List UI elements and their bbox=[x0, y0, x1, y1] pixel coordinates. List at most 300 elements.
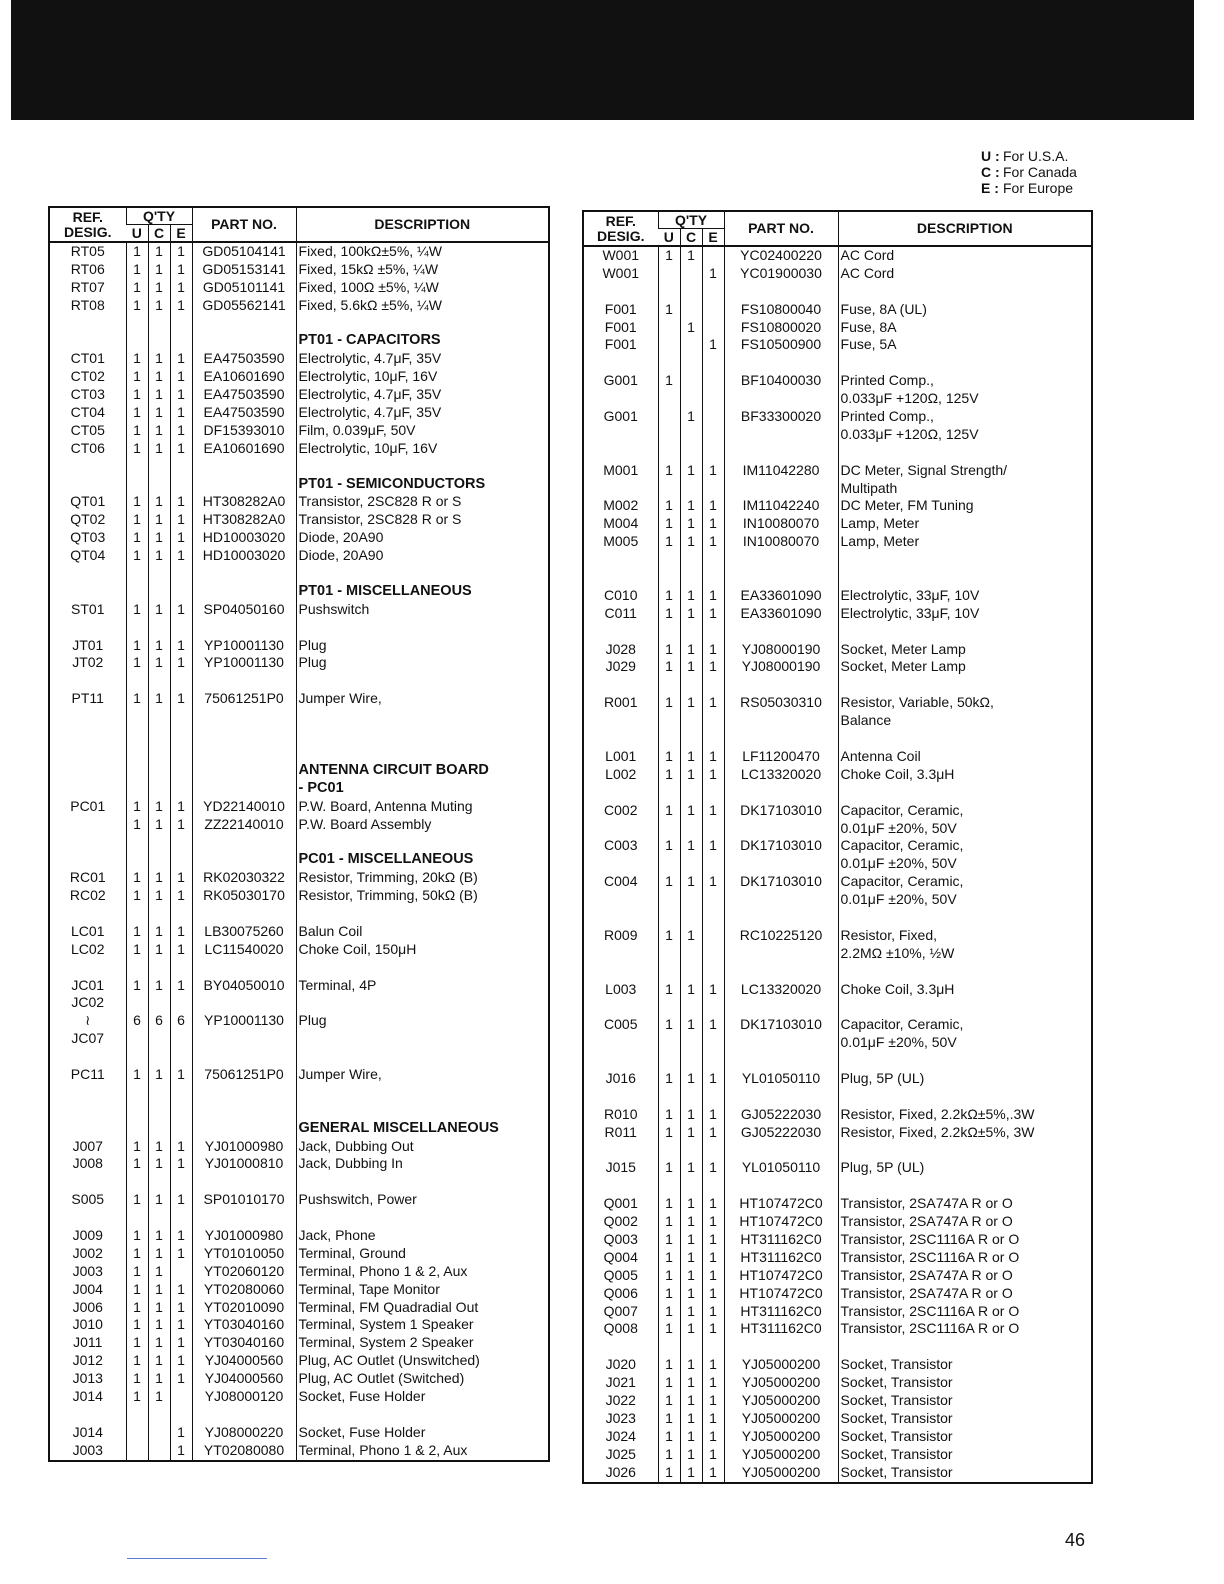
section-heading-row bbox=[49, 583, 549, 601]
qty-e-cell: 1 bbox=[170, 404, 192, 422]
ref-desig-cell bbox=[583, 945, 658, 963]
qty-u-cell: 1 bbox=[658, 658, 680, 676]
description-cell bbox=[838, 444, 1092, 462]
qty-u-cell: 1 bbox=[126, 1191, 148, 1209]
parts-row bbox=[583, 623, 1092, 641]
parts-row bbox=[583, 1016, 1092, 1034]
qty-u-cell bbox=[658, 408, 680, 426]
part-no-cell: YT02080080 bbox=[192, 1442, 296, 1461]
qty-e-cell bbox=[170, 315, 192, 333]
qty-u-cell: 1 bbox=[658, 981, 680, 999]
parts-row bbox=[49, 1352, 549, 1370]
qty-u-cell: 1 bbox=[126, 1281, 148, 1299]
qty-u-cell bbox=[658, 336, 680, 354]
description-cell: Jack, Dubbing Out bbox=[296, 1138, 549, 1156]
part-no-cell bbox=[192, 1048, 296, 1066]
parts-row bbox=[583, 354, 1092, 372]
qty-e-cell: 1 bbox=[170, 637, 192, 655]
ref-desig-cell: LC02 bbox=[71, 940, 105, 957]
qty-c-cell bbox=[148, 565, 170, 583]
qty-e-cell: 1 bbox=[170, 297, 192, 315]
qty-u-cell: 1 bbox=[126, 493, 148, 511]
ref-desig-cell bbox=[49, 1209, 126, 1227]
description-cell bbox=[296, 315, 549, 333]
description-cell: 2.2MΩ ±10%, ½W bbox=[838, 945, 1092, 963]
qty-e-cell bbox=[702, 855, 724, 873]
parts-row bbox=[583, 1392, 1092, 1410]
qty-u-cell: 1 bbox=[658, 1195, 680, 1213]
description-cell: AC Cord bbox=[838, 265, 1092, 283]
qty-e-cell: 1 bbox=[170, 440, 192, 458]
parts-row bbox=[583, 1088, 1092, 1106]
description-cell: Pushswitch, Power bbox=[296, 1191, 549, 1209]
qty-c-cell bbox=[148, 1048, 170, 1066]
qty-c-cell bbox=[148, 1120, 170, 1138]
ref-desig-cell: Q002 bbox=[603, 1213, 638, 1230]
ref-desig-cell: JC01 bbox=[71, 976, 105, 993]
part-no-cell bbox=[192, 851, 296, 869]
part-no-cell bbox=[192, 1406, 296, 1424]
qty-u-cell: 1 bbox=[126, 242, 148, 261]
part-no-cell: EA10601690 bbox=[192, 368, 296, 386]
part-no-cell bbox=[192, 619, 296, 637]
description-cell: Transistor, 2SC1116A R or O bbox=[838, 1231, 1092, 1249]
description-cell bbox=[838, 676, 1092, 694]
part-no-cell: EA47503590 bbox=[192, 386, 296, 404]
qty-e-cell bbox=[170, 332, 192, 350]
qty-u-cell bbox=[126, 476, 148, 494]
legend-row-usa bbox=[981, 148, 1077, 164]
qty-c-cell: 1 bbox=[148, 279, 170, 297]
part-no-cell: DK17103010 bbox=[724, 802, 838, 820]
qty-e-cell bbox=[702, 426, 724, 444]
description-cell: Resistor, Fixed, 2.2kΩ±5%, 3W bbox=[838, 1124, 1092, 1142]
qty-u-cell bbox=[658, 676, 680, 694]
ref-desig-cell: JC02 bbox=[71, 994, 105, 1011]
ref-desig-cell: J009 bbox=[72, 1226, 103, 1243]
legend-row-canada bbox=[981, 164, 1077, 180]
part-no-cell: YJ05000200 bbox=[724, 1374, 838, 1392]
qty-e-cell bbox=[170, 1048, 192, 1066]
qty-c-cell bbox=[148, 994, 170, 1012]
qty-c-cell: 1 bbox=[148, 368, 170, 386]
description-cell: 0.033μF +120Ω, 125V bbox=[838, 390, 1092, 408]
qty-e-cell: 1 bbox=[170, 547, 192, 565]
ref-desig-cell bbox=[583, 963, 658, 981]
part-no-cell bbox=[192, 959, 296, 977]
qty-c-cell bbox=[680, 372, 702, 390]
description-cell bbox=[296, 994, 549, 1012]
description-cell: Capacitor, Ceramic, bbox=[838, 873, 1092, 891]
part-no-cell: HT107472C0 bbox=[724, 1213, 838, 1231]
description-cell: Socket, Transistor bbox=[838, 1356, 1092, 1374]
parts-row bbox=[49, 1155, 549, 1173]
qty-u-cell bbox=[126, 565, 148, 583]
ref-desig-cell bbox=[49, 959, 126, 977]
qty-u-cell: 1 bbox=[658, 802, 680, 820]
qty-header: Q'TY bbox=[658, 211, 724, 229]
ref-desig-cell bbox=[49, 1120, 126, 1138]
description-cell bbox=[838, 909, 1092, 927]
ref-desig-cell: C005 bbox=[604, 1016, 638, 1033]
part-no-cell bbox=[192, 565, 296, 583]
ref-desig-cell bbox=[583, 820, 658, 838]
qty-e-cell bbox=[702, 998, 724, 1016]
part-no-cell bbox=[724, 784, 838, 802]
part-no-cell bbox=[724, 1142, 838, 1160]
qty-e-cell bbox=[702, 945, 724, 963]
qty-c-cell: 1 bbox=[148, 261, 170, 279]
part-no-cell: GD05104141 bbox=[192, 242, 296, 261]
qty-e-cell bbox=[702, 623, 724, 641]
qty-u-cell: 1 bbox=[126, 977, 148, 995]
qty-c-cell: 1 bbox=[680, 748, 702, 766]
qty-c-cell: 1 bbox=[148, 1191, 170, 1209]
qty-e-cell bbox=[702, 676, 724, 694]
part-no-cell: HD10003020 bbox=[192, 529, 296, 547]
qty-e-cell bbox=[702, 820, 724, 838]
qty-u-cell: 1 bbox=[658, 1016, 680, 1034]
qty-u-cell bbox=[658, 551, 680, 569]
qty-c-cell bbox=[148, 1173, 170, 1191]
part-no-cell: YJ08000120 bbox=[192, 1388, 296, 1406]
part-no-cell: YD22140010 bbox=[192, 798, 296, 816]
ref-desig-cell bbox=[583, 426, 658, 444]
qty-e-cell: 1 bbox=[702, 873, 724, 891]
qty-c-cell bbox=[680, 1338, 702, 1356]
description-cell bbox=[838, 730, 1092, 748]
part-no-cell: YL01050110 bbox=[724, 1159, 838, 1177]
parts-row bbox=[49, 350, 549, 368]
description-cell: Film, 0.039μF, 50V bbox=[296, 422, 549, 440]
part-no-cell bbox=[192, 1209, 296, 1227]
part-no-cell: YJ04000560 bbox=[192, 1352, 296, 1370]
qty-u-cell bbox=[658, 1052, 680, 1070]
description-cell bbox=[296, 1048, 549, 1066]
parts-row bbox=[49, 690, 549, 708]
description-cell: Balance bbox=[838, 712, 1092, 730]
qty-e-cell: 1 bbox=[702, 1106, 724, 1124]
ref-desig-cell: RC01 bbox=[69, 869, 106, 886]
part-no-cell bbox=[724, 354, 838, 372]
ref-desig-cell: LC01 bbox=[71, 922, 105, 939]
qty-u-cell: 6 bbox=[126, 1012, 148, 1030]
qty-e-cell: 1 bbox=[170, 601, 192, 619]
parts-row bbox=[583, 1052, 1092, 1070]
description-cell: Fuse, 8A (UL) bbox=[838, 301, 1092, 319]
description-cell bbox=[296, 1173, 549, 1191]
footer-rule bbox=[127, 1558, 267, 1559]
qty-e-cell bbox=[702, 784, 724, 802]
part-no-cell bbox=[724, 623, 838, 641]
qty-c-cell: 1 bbox=[680, 1464, 702, 1483]
parts-row bbox=[49, 977, 549, 995]
qty-e-cell: 1 bbox=[170, 1191, 192, 1209]
description-cell bbox=[838, 1088, 1092, 1106]
qty-e-cell bbox=[170, 1030, 192, 1048]
ref-desig-cell: CT02 bbox=[70, 368, 105, 385]
qty-c-cell: 1 bbox=[148, 941, 170, 959]
qty-c-cell: 1 bbox=[680, 246, 702, 265]
qty-c-cell bbox=[680, 855, 702, 873]
qty-u-cell: 1 bbox=[658, 1106, 680, 1124]
qty-e-cell bbox=[170, 458, 192, 476]
ref-desig-cell: Q006 bbox=[603, 1284, 638, 1301]
parts-row bbox=[583, 1428, 1092, 1446]
qty-e-cell: 1 bbox=[170, 1299, 192, 1317]
part-no-cell bbox=[192, 708, 296, 726]
parts-row bbox=[583, 1195, 1092, 1213]
ref-desig-cell: ST01 bbox=[71, 600, 105, 617]
part-no-cell: RK02030322 bbox=[192, 869, 296, 887]
part-no-cell: IN10080070 bbox=[724, 533, 838, 551]
parts-row bbox=[49, 654, 549, 672]
description-cell: Socket, Transistor bbox=[838, 1446, 1092, 1464]
description-cell: PT01 - SEMICONDUCTORS bbox=[296, 476, 549, 494]
qty-u-cell bbox=[126, 1406, 148, 1424]
part-no-cell: YJ05000200 bbox=[724, 1410, 838, 1428]
qty-c-cell: 1 bbox=[148, 869, 170, 887]
description-cell: Diode, 20A90 bbox=[296, 529, 549, 547]
ref-desig-cell bbox=[583, 1142, 658, 1160]
part-no-cell: HT311162C0 bbox=[724, 1320, 838, 1338]
description-cell: P.W. Board Assembly bbox=[296, 816, 549, 834]
qty-c-cell: 1 bbox=[680, 1231, 702, 1249]
ref-desig-header: REF. DESIG. bbox=[583, 211, 658, 246]
ref-desig-cell: J012 bbox=[72, 1352, 103, 1369]
qty-u-cell: 1 bbox=[126, 816, 148, 834]
qty-u-cell bbox=[126, 1030, 148, 1048]
qty-u-cell: 1 bbox=[658, 1356, 680, 1374]
part-no-cell: RC10225120 bbox=[724, 927, 838, 945]
qty-c-cell: 1 bbox=[680, 1392, 702, 1410]
qty-e-cell bbox=[170, 476, 192, 494]
parts-row bbox=[49, 1245, 549, 1263]
qty-u-cell: 1 bbox=[126, 547, 148, 565]
description-cell: Antenna Coil bbox=[838, 748, 1092, 766]
parts-row bbox=[49, 315, 549, 333]
qty-c-cell: 1 bbox=[148, 1352, 170, 1370]
description-cell: Fixed, 100Ω ±5%, ¼W bbox=[296, 279, 549, 297]
description-cell: Plug, AC Outlet (Switched) bbox=[296, 1370, 549, 1388]
qty-e-cell bbox=[702, 408, 724, 426]
qty-e-cell bbox=[702, 712, 724, 730]
ref-desig-cell: C002 bbox=[604, 801, 638, 818]
description-cell: PT01 - MISCELLANEOUS bbox=[296, 583, 549, 601]
description-cell: Plug bbox=[296, 654, 549, 672]
description-cell: Resistor, Variable, 50kΩ, bbox=[838, 694, 1092, 712]
part-no-cell: YL01050110 bbox=[724, 1070, 838, 1088]
qty-e-header: E bbox=[170, 225, 192, 243]
qty-e-cell: 1 bbox=[170, 1155, 192, 1173]
ref-desig-cell: PC01 bbox=[70, 797, 106, 814]
qty-u-cell bbox=[658, 1142, 680, 1160]
part-no-cell: GD05101141 bbox=[192, 279, 296, 297]
ref-desig-cell bbox=[49, 458, 126, 476]
qty-e-cell: 1 bbox=[170, 1334, 192, 1352]
parts-row bbox=[583, 372, 1092, 390]
description-cell bbox=[296, 565, 549, 583]
part-no-cell: DK17103010 bbox=[724, 837, 838, 855]
qty-c-cell bbox=[148, 332, 170, 350]
qty-c-cell bbox=[680, 265, 702, 283]
description-cell: Jack, Phone bbox=[296, 1227, 549, 1245]
qty-c-cell: 1 bbox=[680, 837, 702, 855]
qty-e-cell: 1 bbox=[170, 1442, 192, 1461]
qty-u-cell bbox=[126, 994, 148, 1012]
part-no-cell: DK17103010 bbox=[724, 1016, 838, 1034]
qty-e-cell: 1 bbox=[702, 748, 724, 766]
qty-u-cell bbox=[658, 265, 680, 283]
qty-header: Q'TY bbox=[126, 207, 192, 225]
qty-u-cell bbox=[658, 1088, 680, 1106]
part-no-cell: BY04050010 bbox=[192, 977, 296, 995]
qty-e-cell: 1 bbox=[702, 1267, 724, 1285]
ref-desig-header: REF. DESIG. bbox=[49, 207, 126, 242]
qty-e-cell bbox=[170, 1263, 192, 1281]
qty-e-cell bbox=[702, 372, 724, 390]
part-no-cell bbox=[192, 1120, 296, 1138]
description-cell: Terminal, FM Quadradial Out bbox=[296, 1299, 549, 1317]
qty-c-cell: 1 bbox=[680, 462, 702, 480]
qty-e-cell: 1 bbox=[702, 1356, 724, 1374]
parts-row bbox=[49, 1084, 549, 1102]
part-no-cell: IN10080070 bbox=[724, 515, 838, 533]
ref-desig-cell: W001 bbox=[602, 264, 640, 281]
ref-desig-cell bbox=[49, 1102, 126, 1120]
part-no-cell: YJ08000190 bbox=[724, 658, 838, 676]
ref-desig-cell bbox=[583, 623, 658, 641]
qty-u-cell bbox=[126, 708, 148, 726]
parts-row bbox=[583, 712, 1092, 730]
description-cell: Resistor, Fixed, 2.2kΩ±5%,.3W bbox=[838, 1106, 1092, 1124]
part-no-cell bbox=[724, 909, 838, 927]
part-no-cell bbox=[724, 1034, 838, 1052]
qty-e-cell: 1 bbox=[702, 1428, 724, 1446]
description-cell bbox=[296, 1102, 549, 1120]
description-cell: Plug, AC Outlet (Unswitched) bbox=[296, 1352, 549, 1370]
parts-row bbox=[49, 297, 549, 315]
qty-c-cell bbox=[148, 1424, 170, 1442]
parts-row bbox=[583, 246, 1092, 265]
parts-row bbox=[583, 1446, 1092, 1464]
qty-u-cell bbox=[126, 744, 148, 762]
ref-desig-cell bbox=[583, 730, 658, 748]
ref-desig-cell: R009 bbox=[604, 926, 638, 943]
ref-desig-cell: JT02 bbox=[72, 654, 104, 671]
qty-c-cell: 1 bbox=[680, 1213, 702, 1231]
ref-desig-cell bbox=[583, 855, 658, 873]
description-cell bbox=[296, 619, 549, 637]
description-cell: Electrolytic, 4.7μF, 35V bbox=[296, 350, 549, 368]
qty-c-cell bbox=[148, 619, 170, 637]
part-no-cell: HT107472C0 bbox=[724, 1195, 838, 1213]
qty-e-cell: 1 bbox=[170, 529, 192, 547]
qty-u-cell: 1 bbox=[126, 529, 148, 547]
ref-desig-cell bbox=[583, 1052, 658, 1070]
ref-desig-cell bbox=[49, 619, 126, 637]
qty-c-cell: 1 bbox=[680, 1356, 702, 1374]
qty-e-cell: 1 bbox=[170, 1138, 192, 1156]
part-no-cell: LC13320020 bbox=[724, 766, 838, 784]
qty-u-cell bbox=[126, 762, 148, 780]
qty-u-cell bbox=[658, 945, 680, 963]
ref-desig-cell bbox=[583, 283, 658, 301]
qty-e-cell bbox=[170, 851, 192, 869]
part-no-cell bbox=[724, 1338, 838, 1356]
description-cell: Transistor, 2SC1116A R or O bbox=[838, 1320, 1092, 1338]
qty-c-cell: 1 bbox=[680, 766, 702, 784]
parts-row bbox=[583, 676, 1092, 694]
parts-table-right bbox=[582, 210, 1093, 1484]
qty-c-cell bbox=[680, 283, 702, 301]
ref-desig-cell bbox=[49, 780, 126, 798]
qty-e-cell bbox=[170, 619, 192, 637]
part-no-cell bbox=[192, 744, 296, 762]
qty-c-cell: 1 bbox=[680, 658, 702, 676]
qty-c-cell: 1 bbox=[680, 1428, 702, 1446]
description-cell bbox=[296, 959, 549, 977]
description-cell: Transistor, 2SA747A R or O bbox=[838, 1285, 1092, 1303]
ref-desig-cell: ≀ bbox=[85, 1012, 91, 1029]
description-cell: Terminal, Ground bbox=[296, 1245, 549, 1263]
ref-desig-cell bbox=[583, 1338, 658, 1356]
ref-desig-cell bbox=[49, 762, 126, 780]
ref-desig-cell: J003 bbox=[72, 1441, 103, 1458]
description-cell bbox=[296, 744, 549, 762]
qty-u-cell bbox=[658, 855, 680, 873]
ref-desig-cell: RT07 bbox=[70, 278, 105, 295]
description-cell bbox=[838, 551, 1092, 569]
ref-desig-cell bbox=[49, 1406, 126, 1424]
qty-e-cell bbox=[170, 672, 192, 690]
description-cell bbox=[838, 569, 1092, 587]
qty-e-cell bbox=[702, 354, 724, 372]
qty-c-cell: 1 bbox=[680, 605, 702, 623]
qty-e-cell: 1 bbox=[170, 1316, 192, 1334]
qty-e-cell: 1 bbox=[702, 1231, 724, 1249]
qty-c-cell bbox=[680, 1177, 702, 1195]
qty-u-cell: 1 bbox=[658, 1124, 680, 1142]
part-no-cell: FS10500900 bbox=[724, 336, 838, 354]
part-no-cell: YT01010050 bbox=[192, 1245, 296, 1263]
qty-u-cell bbox=[126, 619, 148, 637]
parts-row bbox=[583, 1464, 1092, 1483]
part-no-cell bbox=[192, 1102, 296, 1120]
description-cell bbox=[838, 784, 1092, 802]
qty-u-cell: 1 bbox=[126, 1066, 148, 1084]
qty-c-cell bbox=[148, 959, 170, 977]
ref-desig-cell: M004 bbox=[603, 515, 639, 532]
parts-row bbox=[583, 820, 1092, 838]
part-no-cell bbox=[724, 480, 838, 498]
ref-desig-cell bbox=[49, 1173, 126, 1191]
qty-u-cell: 1 bbox=[126, 1227, 148, 1245]
qty-c-cell bbox=[680, 945, 702, 963]
qty-e-cell bbox=[170, 1406, 192, 1424]
description-cell: Jumper Wire, bbox=[296, 690, 549, 708]
parts-row bbox=[583, 1231, 1092, 1249]
part-no-cell: YJ04000560 bbox=[192, 1370, 296, 1388]
qty-e-cell: 1 bbox=[170, 654, 192, 672]
qty-e-cell bbox=[170, 959, 192, 977]
part-no-cell: SP04050160 bbox=[192, 601, 296, 619]
parts-row bbox=[583, 265, 1092, 283]
qty-c-cell: 1 bbox=[680, 1070, 702, 1088]
description-cell: Plug, 5P (UL) bbox=[838, 1159, 1092, 1177]
part-no-cell bbox=[724, 855, 838, 873]
ref-desig-cell: C004 bbox=[604, 873, 638, 890]
